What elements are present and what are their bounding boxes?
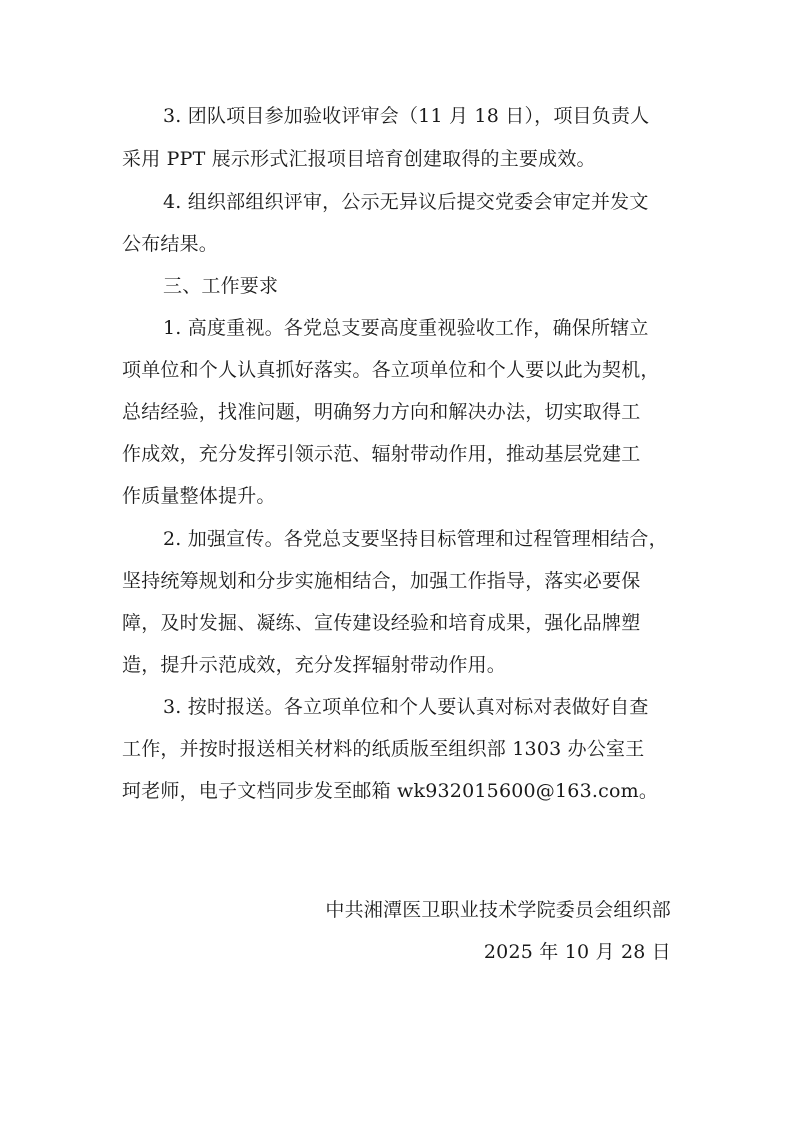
paragraph-line: 坚持统筹规划和分步实施相结合，加强工作指导，落实必要保 [122, 570, 641, 592]
paragraph-line: 障，及时发掘、凝练、宣传建设经验和培育成果，强化品牌塑 [122, 612, 641, 634]
paragraph-line: 造，提升示范成效，充分发挥辐射带动作用。 [122, 654, 507, 676]
paragraph-line: 总结经验，找准问题，明确努力方向和解决办法，切实取得工 [122, 401, 641, 423]
paragraph-line: 项单位和个人认真抓好落实。各立项单位和个人要以此为契机， [122, 359, 660, 381]
paragraph-line: 珂老师，电子文档同步发至邮箱 wk932015600@163.com。 [122, 780, 659, 802]
paragraph-line: 3. 团队项目参加验收评审会（11 月 18 日），项目负责人 [163, 105, 650, 127]
paragraph-line: 采用 PPT 展示形式汇报项目培育创建取得的主要成效。 [122, 148, 596, 170]
paragraph-line: 公布结果。 [122, 233, 219, 255]
section-heading: 三、工作要求 [163, 275, 279, 297]
paragraph-line: 工作，并按时报送相关材料的纸质版至组织部 1303 办公室王 [122, 738, 645, 760]
paragraph-line: 4. 组织部组织评审，公示无异议后提交党委会审定并发文 [163, 191, 649, 213]
paragraph-line: 2. 加强宣传。各党总支要坚持目标管理和过程管理相结合， [163, 528, 668, 550]
paragraph-line: 作质量整体提升。 [122, 485, 276, 507]
signature-date: 2025 年 10 月 28 日 [483, 941, 671, 963]
paragraph-line: 1. 高度重视。各党总支要高度重视验收工作，确保所辖立 [163, 317, 649, 339]
paragraph-line: 3. 按时报送。各立项单位和个人要认真对标对表做好自查 [163, 696, 649, 718]
signature-organization: 中共湘潭医卫职业技术学院委员会组织部 [325, 899, 671, 921]
paragraph-line: 作成效，充分发挥引领示范、辐射带动作用，推动基层党建工 [122, 443, 641, 465]
